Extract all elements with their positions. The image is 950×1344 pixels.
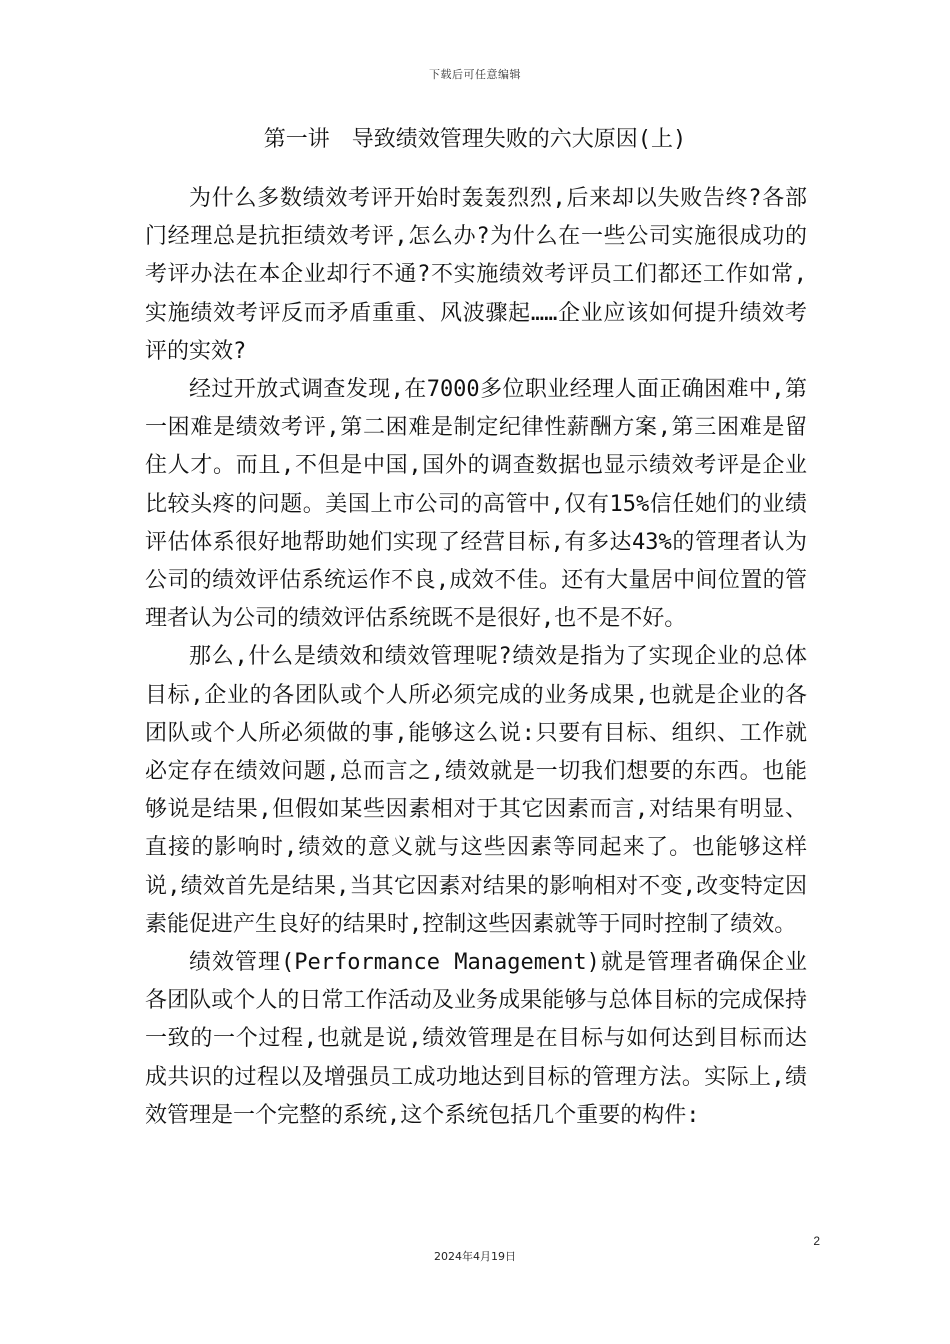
paragraph: 那么,什么是绩效和绩效管理呢?绩效是指为了实现企业的总体目标,企业的各团队或个人所必须完成的业务成果,也就是企业的各团队或个人所必须做的事,能够这么说:只要有目标、组织、工作就必定存在绩效问题,总而言之,绩效就是一切我们想要的东西。也能够说是结果,但假如某些因素相对于其它因素而言,对结果有明显、直接的影响时,绩效的意义就与这些因素等同起来了。也能够这样说,绩效首先是结果,当其它因素对结果的影响相对不变,改变特定因素能促进产生良好的结果时,控制这些因素就等于同时控制了绩效。 <box>145 644 807 937</box>
paragraph: 经过开放式调查发现,在7000多位职业经理人面正确困难中,第一困难是绩效考评,第二困难是制定纪律性薪酬方案,第三困难是留住人才。而且,不但是中国,国外的调查数据也显示绩效考评是企业比较头疼的问题。美国上市公司的高管中,仅有15%信任她们的业绩评估体系很好地帮助她们实现了经营目标,有多达43%的管理者认为公司的绩效评估系统运作不良,成效不佳。还有大量居中间位置的管理者认为公司的绩效评估系统既不是很好,也不是不好。 <box>145 377 807 632</box>
paragraph: 为什么多数绩效考评开始时轰轰烈烈,后来却以失败告终?各部门经理总是抗拒绩效考评,怎么办?为什么在一些公司实施很成功的考评办法在本企业却行不通?不实施绩效考评员工们都还工作如常,实施绩效考评反而矛盾重重、风波骤起……企业应该如何提升绩效考评的实效? <box>145 186 807 364</box>
header-note: 下载后可任意编辑 <box>429 68 521 81</box>
paragraph: 绩效管理(Performance Management)就是管理者确保企业各团队或个人的日常工作活动及业务成果能够与总体目标的完成保持一致的一个过程,也就是说,绩效管理是在目标与如何达到目标而达成共识的过程以及增强员工成功地达到目标的管理方法。实际上,绩效管理是一个完整的系统,这个系统包括几个重要的构件: <box>145 950 807 1128</box>
page-title: 第一讲 导致绩效管理失败的六大原因(上) <box>263 127 687 152</box>
footer-date: 2024年4月19日 <box>434 1250 516 1263</box>
page-number: 2 <box>813 1234 820 1248</box>
document-body <box>145 180 807 1135</box>
